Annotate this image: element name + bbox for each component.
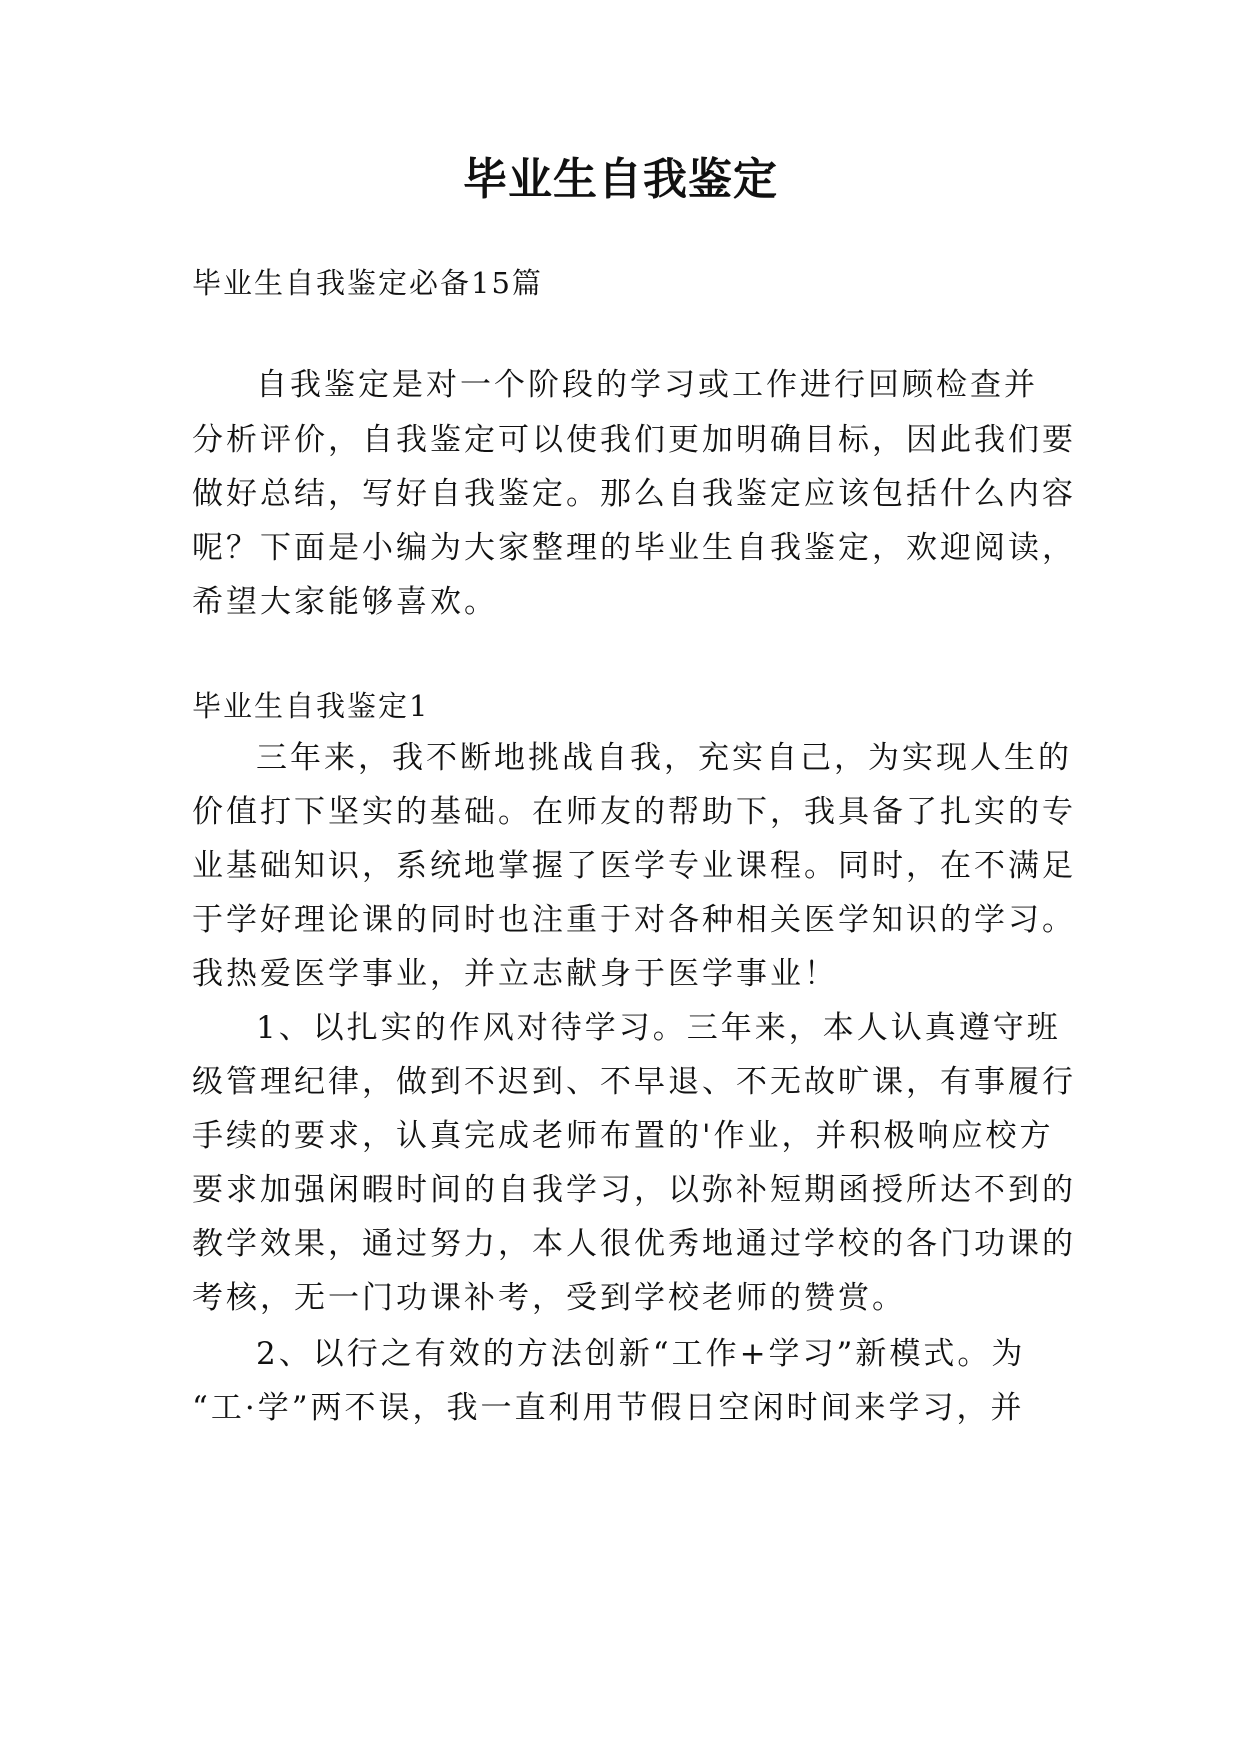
document-title: 毕业生自我鉴定 — [463, 154, 778, 205]
paragraph-line: 考核，无一门功课补考，受到学校老师的赞赏。 — [192, 1280, 906, 1316]
intro-line: 分析评价，自我鉴定可以使我们更加明确目标，因此我们要 — [192, 422, 1076, 458]
document-subtitle: 毕业生自我鉴定必备15篇 — [192, 266, 543, 300]
paragraph-line: 要求加强闲暇时间的自我学习，以弥补短期函授所达不到的 — [192, 1172, 1076, 1208]
intro-line: 呢？下面是小编为大家整理的毕业生自我鉴定，欢迎阅读， — [192, 530, 1076, 566]
paragraph-line: 级管理纪律，做到不迟到、不早退、不无故旷课，有事履行 — [192, 1064, 1076, 1100]
intro-line: 希望大家能够喜欢。 — [192, 584, 498, 620]
paragraph-line: 我热爱医学事业，并立志献身于医学事业！ — [192, 956, 838, 992]
paragraph-line: 教学效果，通过努力，本人很优秀地通过学校的各门功课的 — [192, 1226, 1076, 1262]
paragraph-line: 三年来，我不断地挑战自我，充实自己，为实现人生的 — [256, 740, 1072, 776]
paragraph-line: 2、以行之有效的方法创新“工作+学习”新模式。为 — [256, 1336, 1026, 1372]
paragraph-line: “工·学”两不误，我一直利用节假日空闲时间来学习，并 — [192, 1390, 1025, 1426]
paragraph-line: 1、以扎实的作风对待学习。三年来，本人认真遵守班 — [256, 1010, 1061, 1046]
paragraph-line: 手续的要求，认真完成老师布置的'作业，并积极响应校方 — [192, 1118, 1054, 1154]
intro-line: 自我鉴定是对一个阶段的学习或工作进行回顾检查并 — [256, 367, 1038, 403]
intro-line: 做好总结，写好自我鉴定。那么自我鉴定应该包括什么内容 — [192, 476, 1076, 512]
paragraph-line: 价值打下坚实的基础。在师友的帮助下，我具备了扎实的专 — [192, 794, 1076, 830]
paragraph-line: 于学好理论课的同时也注重于对各种相关医学知识的学习。 — [192, 902, 1076, 938]
section-heading: 毕业生自我鉴定1 — [192, 689, 430, 723]
paragraph-line: 业基础知识，系统地掌握了医学专业课程。同时，在不满足 — [192, 848, 1076, 884]
